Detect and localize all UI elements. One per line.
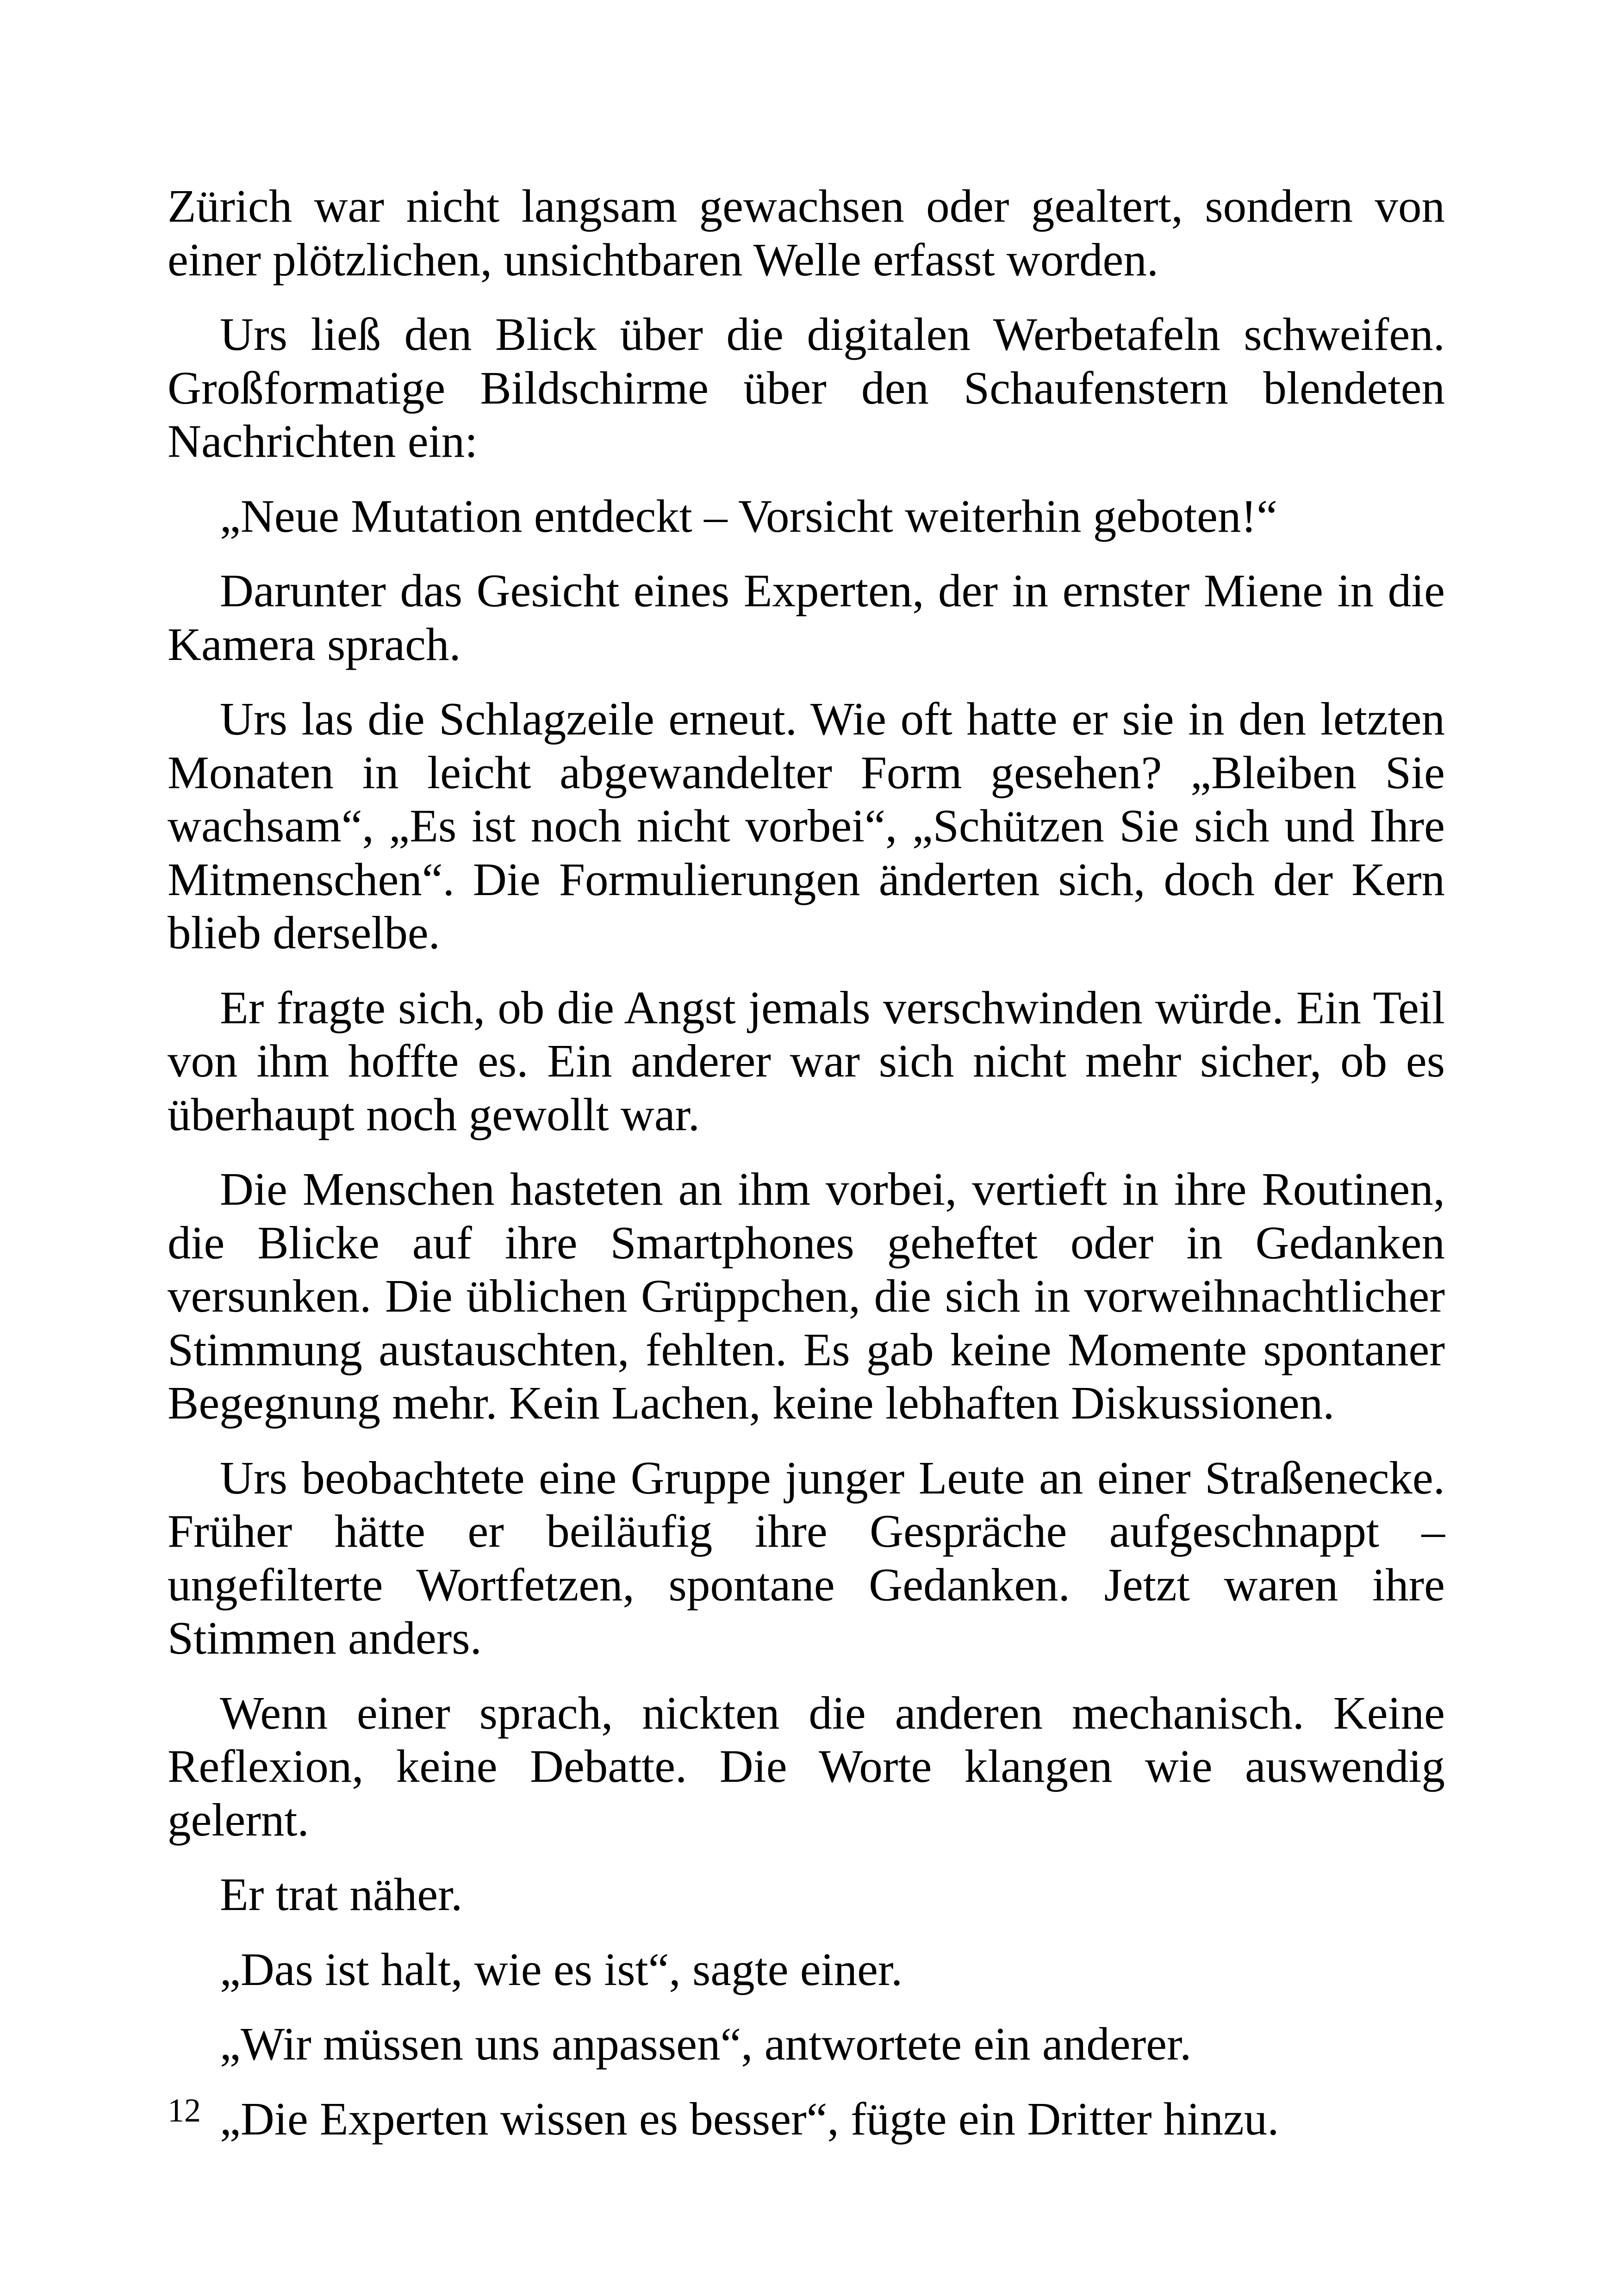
paragraph-6: Er fragte sich, ob die Angst jemals verschwinden würde. Ein Teil von ihm hoffte es. Ein anderer war sich nicht mehr sicher, ob es überhaupt noch gewollt war. (168, 981, 1445, 1140)
paragraph-2: Urs ließ den Blick über die digitalen Werbetafeln schweifen. Großformatige Bildschirme über den Schaufenstern blendeten Nachrichten ein: (168, 308, 1445, 467)
paragraph-12: „Wir müssen uns anpassen“, antwortete ein anderer. (220, 2018, 1192, 2070)
paragraph-1: Zürich war nicht langsam gewachsen oder gealtert, sondern von einer plötzlichen, unsichtbaren Welle erfasst worden. (168, 180, 1445, 286)
paragraph-7: Die Menschen hasteten an ihm vorbei, vertieft in ihre Routinen, die Blicke auf ihre Smartphones geheftet oder in Gedanken versunken. Die üblichen Grüppchen, die sich in vorweihnachtlicher Stimmung austauschten, fehlten. Es gab keine Momente spontaner Begegnung mehr. Kein Lachen, keine lebhaften Diskussionen. (168, 1163, 1445, 1429)
paragraph-9: Wenn einer sprach, nickten die anderen mechanisch. Keine Reflexion, keine Debatte. Die Worte klangen wie auswendig gelernt. (168, 1686, 1445, 1846)
body-text (168, 180, 1445, 2167)
paragraph-11: „Das ist halt, wie es ist“, sagte einer. (220, 1943, 903, 1995)
paragraph-10: Er trat näher. (220, 1868, 463, 1920)
paragraph-13: „Die Experten wissen es besser“, fügte ein Dritter hinzu. (220, 2092, 1279, 2145)
paragraph-4: Darunter das Gesicht eines Experten, der in ernster Miene in die Kamera sprach. (168, 565, 1445, 670)
page-number: 12 (168, 2092, 201, 2129)
paragraph-5: Urs las die Schlagzeile erneut. Wie oft hatte er sie in den letzten Monaten in leicht abgewandelter Form gesehen? „Bleiben Sie wachsam“, „Es ist noch nicht vorbei“, „Schützen Sie sich und Ihre Mitmenschen“. Die Formulierungen änderten sich, doch der Kern blieb derselbe. (168, 693, 1445, 958)
paragraph-8: Urs beobachtete eine Gruppe junger Leute an einer Straßenecke. Früher hätte er beiläufig ihre Gespräche aufgeschnappt – ungefilterte Wortfetzen, spontane Gedanken. Jetzt waren ihre Stimmen anders. (168, 1451, 1445, 1664)
paragraph-3: „Neue Mutation entdeckt – Vorsicht weiterhin geboten!“ (220, 490, 1277, 542)
